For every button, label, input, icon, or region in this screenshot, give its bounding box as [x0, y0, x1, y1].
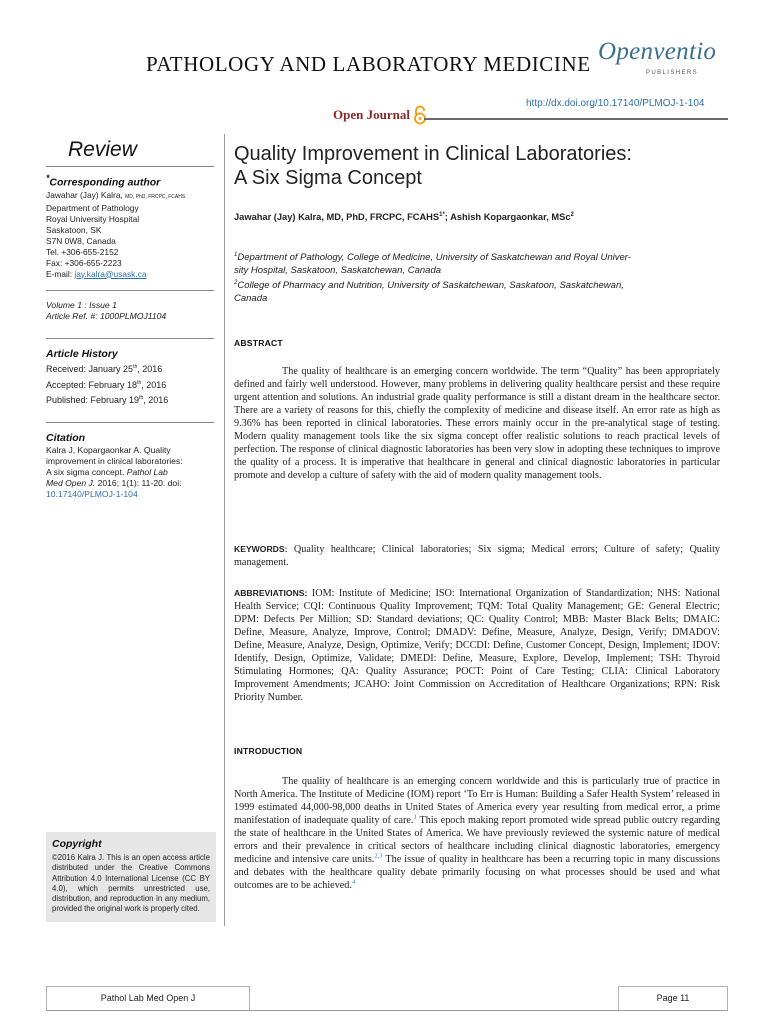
reference-link[interactable]: 2,3: [374, 852, 383, 860]
received-date: Received: January 25th, 2016: [46, 364, 163, 374]
corresponding-heading: *Corresponding author: [46, 173, 161, 189]
corresponding-email-line: E-mail: jay.kalra@usask.ca: [46, 268, 147, 279]
publisher-logo-text: Openventio: [598, 38, 717, 65]
citation-line: improvement in clinical laboratories:: [46, 456, 183, 466]
abstract-heading: ABSTRACT: [234, 338, 283, 348]
citation-line: Kalra J, Kopargaonkar A. Quality: [46, 445, 171, 455]
corresponding-line: Department of Pathology: [46, 202, 139, 213]
article-history-block: [46, 348, 216, 408]
corresponding-line: Fax: +306-655-2223: [46, 257, 122, 268]
sidebar-divider: [46, 422, 214, 423]
footer-page-number: Page 11: [618, 986, 728, 1010]
article-title: Quality Improvement in Clinical Laboratories: A Six Sigma Concept: [234, 143, 632, 189]
citation-line: Med Open J. 2016; 1(1): 11-20. doi:: [46, 478, 182, 488]
keywords: KEYWORDS: Quality healthcare; Clinical laboratories; Six sigma; Medical errors; Culture of safety; Quality management.: [234, 544, 720, 568]
sidebar-divider: [46, 338, 214, 339]
introduction-text: The quality of healthcare is an emerging concern worldwide and this is particularly true of practice in North America. The Institute of Medicine (IOM) report ‘To Err is Human: Building a Safer Health System’ released in 1999 estimated 44,000-98,000 deaths in United States of America every year resulting from medical error, a prime manifestation of inadequate quality of care.$^1$ This epoch making report promoted wide spread public outcry regarding the state of healthcare in the United States of America. We have previously reviewed the systemic nature of medical errors and their prevalence in critical sectors of healthcare including clinical diagnostic laboratories, emergency medicine and intensive care units.$^{2,3}$ The issue of quality in healthcare has been a recurring topic in many discussions and debates with the healthcare quality debate primarily focusing on what processes should be used and what outcomes are to be achieved.$^4$: [234, 776, 721, 891]
volume-block: [46, 300, 216, 322]
corresponding-line: Tel. +306-655-2152: [46, 246, 119, 257]
abbreviations-label: ABBREVIATIONS:: [234, 588, 308, 598]
open-journal-badge: [333, 104, 428, 126]
accepted-date: Accepted: February 18th, 2016: [46, 379, 167, 390]
sidebar-divider: [46, 290, 214, 291]
publisher-logo: [598, 38, 728, 88]
introduction-heading: INTRODUCTION: [234, 746, 303, 756]
citation-line: A six sigma concept. Pathol Lab: [46, 467, 168, 477]
volume-issue: Volume 1 : Issue 1: [46, 300, 117, 310]
corresponding-email-link[interactable]: jay.kalra@usask.ca: [74, 268, 147, 279]
corresponding-line: S7N 0W8, Canada: [46, 235, 116, 246]
reference-link[interactable]: 1: [413, 813, 417, 821]
abbreviations: ABBREVIATIONS: IOM: Institute of Medicine; ISO: International Organization of Standardization; NHS: National Health Service; CQI: Continuous Quality Improvement; TQM: Total Quality Management; GE: General Electric; DPM: Defects Per Million; SD: Standard deviations; QC: Quality Control; MBB: Master Black Belts; DMAIC: Define, Measure, Analyze, Improve, Control; DMADV: Define, Measure, Analyze, Design, Verify; DMADOV: Define, Measure, Analyze, Design, Optimize, Verify; DCCDI: Define, Customer Concept, Design, Implement; IDOV: Identify, Design, Optimize, Validate; DMEDI: Define, Measure, Explore, Develop, Implement; TSH: Thyroid Stimulating Hormones; QA: Quality Assurance; POCT: Point of Care Testing; CLIA: Clinical Laboratory Improvement Amendments; JCAHO: Joint Commission on Accreditation of Healthcare Organizations; RPN: Risk Priority Number.: [234, 588, 720, 703]
citation-block: [46, 432, 216, 500]
publisher-logo-sub: PUBLISHERS: [646, 70, 699, 76]
sidebar-divider: [46, 166, 214, 167]
copyright-text: ©2016 Kalra J. This is an open access article distributed under the Creative Commons Attribution 4.0 International License (CC BY 4.0), which permits unrestricted use, distribution, and reproduction in any medium, provided the original work is properly cited.: [52, 853, 210, 914]
corresponding-line: Royal University Hospital: [46, 213, 140, 224]
journal-name: PATHOLOGY AND LABORATORY MEDICINE: [146, 52, 591, 76]
corresponding-author-block: [46, 172, 216, 280]
keywords-label: KEYWORDS:: [234, 544, 288, 554]
header-rule: [424, 118, 728, 120]
citation-doi[interactable]: 10.17140/PLMOJ-1-104: [46, 489, 138, 499]
corresponding-name: Jawahar (Jay) Kalra, MD, PhD, FRCPC, FCAHS: [46, 189, 186, 200]
open-access-lock-icon: [412, 105, 428, 125]
article-ref: Article Ref. #: 1000PLMOJ1104: [46, 311, 167, 321]
copyright-heading: Copyright: [52, 838, 102, 850]
open-journal-label: Open Journal: [333, 107, 410, 122]
affiliation-1: $^1$Department of Pathology, College of Medicine, University of Saskatchewan and Royal Univer- sity Hospital, Saskatoon, Saskatchewan, Canada: [234, 252, 631, 276]
abstract-text: The quality of healthcare is an emerging concern worldwide. The term “Quality” has been appropriately defined and fairly well understood. However, many problems in delivering quality healthcare persist and these require urgent attention and solutions. An industrial grade quality performance is still a distant dream in the healthcare sector. There are a variety of reasons for this, chiefly the complexity of medicine and disease itself. An error rate as high as 9.36% has been reported in clinical laboratories. These errors mainly occur in the pre-analytical stage of testing. Modern quality management tools like the six sigma concept offer realistic solutions to reach practical levels of perfection. The response of clinical diagnostic laboratories has been very slow in adopting these techniques to improve the quality of a process. It is imperative that healthcare in general and clinical diagnostic laboratories in particular promote and develop a culture of safety with the aid of modern quality management tools.: [234, 366, 720, 481]
doi-link[interactable]: http://dx.doi.org/10.17140/PLMOJ-1-104: [526, 98, 705, 109]
copyright-box: [46, 832, 216, 922]
article-authors: Jawahar (Jay) Kalra, MD, PhD, FRCPC, $FCAHS^{1*}$; Ashish Kopargaonkar, MSc$^2$: [234, 212, 574, 223]
article-history-heading: Article History: [46, 348, 118, 360]
column-divider: [224, 134, 225, 926]
footer-rule: [46, 1010, 728, 1011]
affiliation-2: $^2$College of Pharmacy and Nutrition, University of Saskatchewan, Saskatoon, Saskatchewan, Canada: [234, 280, 624, 304]
reference-link[interactable]: 4: [351, 878, 356, 886]
corresponding-line: Saskatoon, SK: [46, 224, 102, 235]
footer-journal: Pathol Lab Med Open J: [46, 986, 250, 1010]
article-type: Review: [68, 138, 137, 161]
published-date: Published: February 19th, 2016: [46, 395, 169, 405]
citation-heading: Citation: [46, 432, 86, 444]
